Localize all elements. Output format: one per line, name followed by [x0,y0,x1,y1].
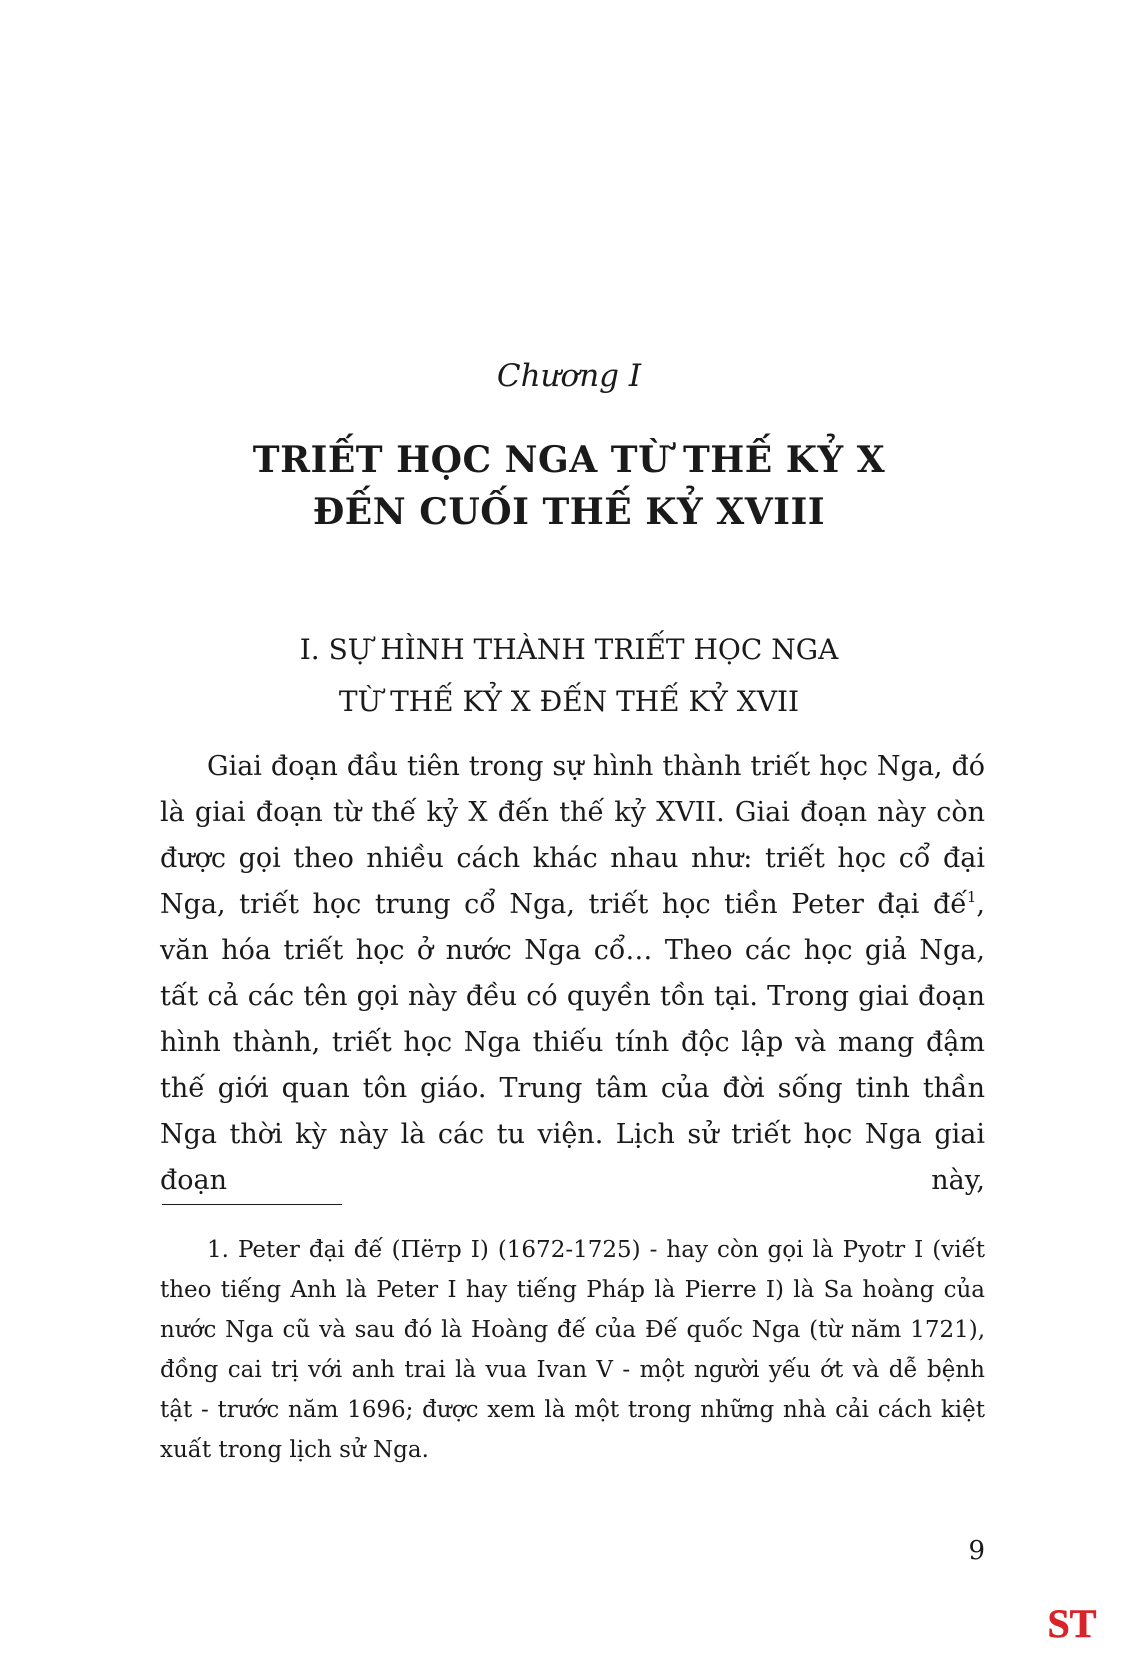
section-heading [60,624,1078,728]
chapter-label: Chương I [496,358,642,394]
section-heading-line-1: I. SỰ HÌNH THÀNH TRIẾT HỌC NGA [299,633,839,666]
publisher-logo [1046,1600,1098,1644]
page-number: 9 [968,1536,985,1566]
footnote: 1. Peter đại đế (Пётр I) (1672-1725) - hay còn gọi là Pyotr I (viết theo tiếng Anh là Peter I hay tiếng Pháp là Pierre I) là Sa hoàng của nước Nga cũ và sau đó là Hoàng đế của Đế quốc Nga (từ năm 1721), đồng cai trị với anh trai là vua Ivan V - một người yếu ớt và dễ bệnh tật - trước năm 1696; được xem là một trong những nhà cải cách kiệt xuất trong lịch sử Nga. [160,1237,985,1463]
chapter-title-line-1: TRIẾT HỌC NGA TỪ THẾ KỶ X [252,439,886,481]
body-paragraph [160,744,985,1204]
body-text-after-note: , văn hóa triết học ở nước Nga cổ… Theo các học giả Nga, tất cả các tên gọi này đều có quyền tồn tại. Trong giai đoạn hình thành, triết học Nga thiếu tính độc lập và mang đậm thế giới quan tôn giáo. Trung tâm của đời sống tinh thần Nga thời kỳ này là các tu viện. Lịch sử triết học Nga giai đoạn này, [160,889,985,1196]
section-heading-line-2: TỪ THẾ KỶ X ĐẾN THẾ KỶ XVII [338,685,800,718]
publisher-logo-text: ST [1047,1601,1097,1644]
chapter-title [60,434,1078,538]
footnote-marker: 1 [966,888,977,906]
body-text-before-note: Giai đoạn đầu tiên trong sự hình thành triết học Nga, đó là giai đoạn từ thế kỷ X đến thế kỷ XVII. Giai đoạn này còn được gọi theo nhiều cách khác nhau như: triết học cổ đại Nga, triết học trung cổ Nga, triết học tiền Peter đại đế [160,751,985,920]
chapter-title-line-2: ĐẾN CUỐI THẾ KỶ XVIII [312,491,826,533]
footnote-divider [162,1204,342,1205]
